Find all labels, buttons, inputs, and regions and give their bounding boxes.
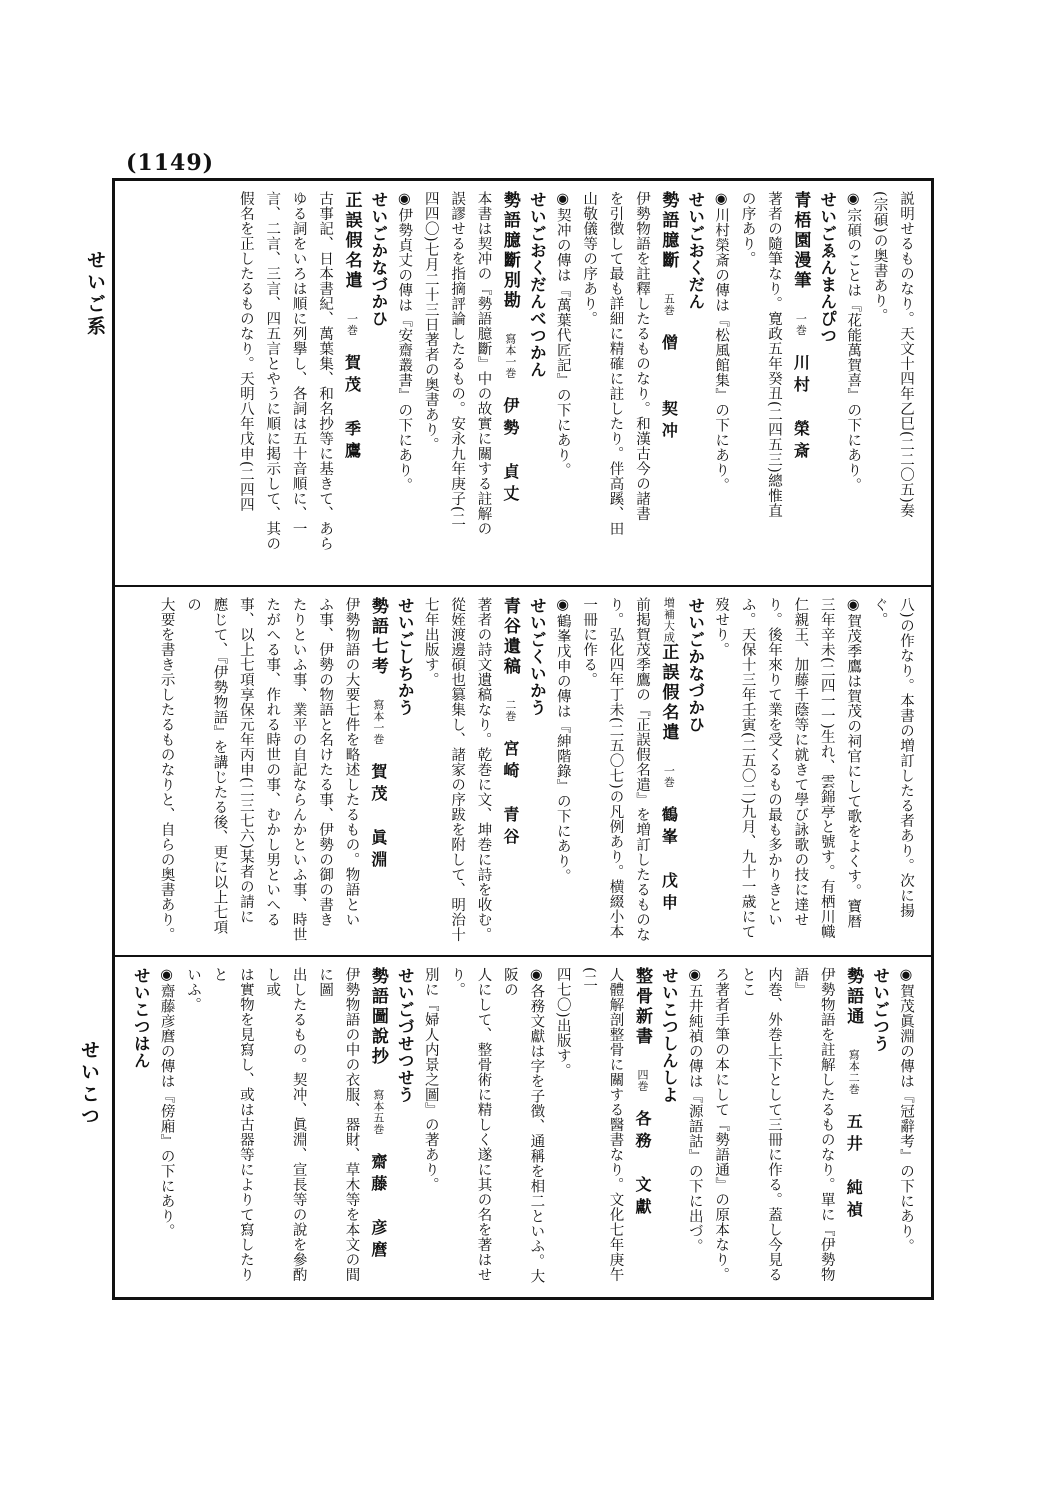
body-text-line: 言、二言、三言、四五言とやうに順に掲示して、其の: [264, 191, 281, 551]
text-band-bottom: [115, 955, 931, 1297]
body-text-line: 伊勢物語の中の衣服、器財、草木等を本文の間に圖: [317, 967, 360, 1282]
entry-title-line: [497, 191, 523, 577]
entry-title-line: [629, 967, 655, 1289]
band-columns: [125, 967, 919, 1289]
body-text-line: 人にして、整骨術に精しく遂に其の名を著はせり。: [449, 967, 492, 1282]
body-text-line: 出したるもの。契冲、眞淵、宣長等の說を參酌し或: [264, 967, 307, 1282]
work-title: 青谷遺稿: [499, 597, 520, 677]
entry-title-line: [787, 191, 813, 577]
entry-heading: せいごくいかう: [527, 597, 547, 716]
volume-count: 寫本二巻: [847, 1049, 861, 1095]
entry-heading: せいこつしんしよ: [659, 967, 679, 1103]
body-text-line: たりといふ事、業平の自記ならんかといふ事、時世: [290, 597, 307, 942]
entry-heading: せいごづせつせう: [395, 967, 415, 1103]
body-text-line: 事、以上七項享保元年丙申(二三七六)某者の請に: [237, 597, 254, 925]
body-text-line: 大要を書き示したるものなりと、自らの奥書あり。: [158, 597, 175, 942]
side-heading-bottom: せいこつ: [78, 1040, 100, 1128]
body-text-line: ◉川村榮斎の傳は『松風館集』の下にあり。: [713, 191, 730, 493]
author-name: 賀茂 眞淵: [368, 763, 388, 873]
body-text-line: 伊勢物語を註解したるものなり。單に『伊勢物語』: [792, 967, 835, 1282]
body-text-line: たがへる事、作れる時世の事、むかし男といへる: [264, 597, 281, 927]
author-name: 僧 契冲: [659, 334, 679, 444]
entry-title-line: [840, 967, 866, 1289]
page-number: (1149): [126, 150, 215, 176]
body-text-line: 伊勢物語を註釋したるものなり。和漢古今の諸書: [633, 191, 650, 521]
entry-title-line: [364, 597, 390, 947]
body-text-line: 別に『婦人内景之圖』の著あり。: [422, 967, 439, 1192]
body-text-line: 誤謬せるを指摘評論したるもの。安永九年庚子(二: [449, 191, 466, 528]
band-columns: [125, 191, 919, 577]
body-text-line: ふ事、伊勢の物語と名けたる事、伊勢の御の書き: [317, 597, 334, 927]
body-text-line: 應じて、『伊勢物語』を講じたる後、更に以上七項の: [185, 597, 228, 935]
work-title: 正誤假名遣: [658, 643, 679, 743]
body-text-line: 一冊に作る。: [581, 597, 598, 687]
text-band-top: [115, 181, 931, 585]
author-name: [125, 1090, 127, 1200]
body-text-line: 人體解剖整骨に關する醫書なり。文化七年庚午(二: [581, 967, 624, 1282]
volume-count: 寫本一巻: [503, 333, 517, 379]
volume-count: 一巻: [662, 765, 676, 788]
work-title: 勢語七考: [367, 597, 388, 677]
work-title: 勢語圖說抄: [367, 967, 388, 1067]
volume-count: 寫本一巻: [371, 699, 385, 745]
text-band-middle: [115, 585, 931, 955]
body-text-line: ろ著者手筆の本にして『勢語通』の原本なり。: [713, 967, 730, 1282]
body-text-line: ◉伊勢貞丈の傳は『安齋叢書』の下にあり。: [396, 191, 413, 493]
entry-title-line: [497, 597, 523, 947]
volume-count: 五巻: [662, 293, 676, 316]
author-name: 五井 純禎: [844, 1113, 864, 1223]
body-text-line: ◉鶴峯戊申の傳は『紳階錄』の下にあり。: [554, 597, 571, 884]
author-name: 齋藤 彦麿: [368, 1153, 388, 1263]
entry-title-line: [655, 191, 681, 577]
body-text-line: 四七〇)出版す。: [554, 967, 571, 1079]
page-frame: [112, 178, 934, 1300]
entry-title-line: [364, 967, 390, 1289]
body-text-line: ◉賀茂季鷹は賀茂の祠官にして歌をよくす。寶暦: [845, 597, 862, 929]
body-text-line: (宗碩)の奥書あり。: [871, 191, 888, 324]
work-title: 整骨新書: [631, 967, 652, 1047]
body-text-line: 山敬儀等の序あり。: [581, 191, 598, 326]
body-text-line: 從姪渡邊碩也篡集し、諸家の序跋を附して、明治十: [449, 597, 466, 942]
volume-count: [125, 1049, 127, 1072]
author-name: 鶴峯 戊申: [659, 806, 679, 916]
entry-heading: せいごおくだんべつかん: [527, 191, 547, 378]
work-title: 正誤假名遣: [341, 191, 362, 291]
entry-heading: せいごしちかう: [395, 597, 415, 716]
entry-title-line: [655, 597, 681, 947]
body-text-line: は實物を見寫し、或は古器等によりて寫したりと: [211, 967, 254, 1282]
body-text-line: 七年出版す。: [422, 597, 439, 687]
entry-heading: せいごつう: [870, 967, 890, 1052]
volume-count: 寫本五巻: [371, 1089, 385, 1135]
body-text-line: 歿せり。: [713, 597, 730, 657]
entry-heading: せいごゑんまんぴつ: [817, 191, 837, 344]
band-columns: [125, 597, 919, 947]
volume-count: 二巻: [503, 699, 517, 722]
body-text-line: り。後年來りて業を受くるもの最も多かりきとい: [765, 597, 782, 927]
author-name: 宮崎 青谷: [500, 740, 520, 850]
body-text-line: 著者の詩文遺稿なり。乾巻に文、坤巻に詩を收む。: [475, 597, 492, 942]
author-name: 賀茂 季鷹: [342, 354, 362, 464]
author-name: 伊勢 貞丈: [500, 397, 520, 507]
body-text-line: 八)の作なり。本書の増訂したる者あり。次に揚ぐ。: [871, 597, 914, 919]
body-text-line: 伊勢物語の大要七件を略述したるもの。物語とい: [343, 597, 360, 927]
body-text-line: ◉齋藤彦麿の傳は『傍廂』の下にあり。: [158, 967, 175, 1239]
entry-title-line: [125, 967, 127, 1289]
body-text-line: ◉宗碩のことは『花能萬賀喜』の下にあり。: [845, 191, 862, 493]
body-text-line: 前掲賀茂季鷹の『正誤假名遣』を増訂したるものな: [633, 597, 650, 942]
volume-count: 一巻: [794, 313, 808, 336]
body-text-line: 内巻、外巻上下として三冊に作る。蓋し今見るとこ: [739, 967, 782, 1282]
entry-heading: せいごおくだん: [685, 191, 705, 310]
entry-heading: せいこつはん: [131, 967, 151, 1069]
body-text-line: ふ。天保十三年壬寅(二五〇二)九月、九十一歳にて: [739, 597, 756, 940]
body-text-line: ゆる詞をいろは順に列擧し、各詞は五十音順に、一: [290, 191, 307, 536]
entry-heading: せいごかなづかひ: [685, 597, 705, 733]
body-text-line: ◉契冲の傳は『萬葉代匠記』の下にあり。: [554, 191, 571, 478]
body-text-line: ◉各務文獻は字を子徴、通稱を相二といふ。大阪の: [501, 967, 545, 1284]
body-text-line: り。弘化四年丁未(二五〇七)の凡例あり。横綴小本: [607, 597, 624, 940]
work-title: 勢語臆斷: [658, 191, 679, 271]
author-name: 各務 文獻: [632, 1110, 652, 1220]
body-text-line: 古事記、日本書紀、萬葉集、和名抄等に基きて、あら: [317, 191, 334, 551]
body-text-line: 説明せるものなり。天文十四年乙巳(二二〇五)奏: [898, 191, 914, 519]
author-name: 川村 榮斎: [791, 354, 811, 464]
side-heading-top: せいご系: [84, 250, 106, 338]
body-text-line: 假名を正したるものなり。天明八年戊申(二四四: [237, 191, 254, 513]
body-text-line: 著者の隨筆なり。寛政五年癸丑(二四五三)總惟直: [765, 191, 782, 519]
entry-heading: せいごかなづかひ: [368, 191, 388, 327]
body-text-line: を引徴して最も詳細に精確に註したり。伴高蹊、田: [607, 191, 624, 536]
volume-count: 四巻: [635, 1069, 649, 1092]
body-text-line: いふ。: [185, 967, 202, 1012]
entry-title-line: [338, 191, 364, 577]
body-text-line: 三年辛未(二四一一)生れ、雲錦亭と號す。有栖川幟: [818, 597, 835, 940]
body-text-line: 仁親王、加藤千蔭等に就きて學び詠歌の技に達せ: [792, 597, 809, 927]
body-text-line: ◉五井純禎の傳は『源語詁』の下に出づ。: [686, 967, 703, 1254]
volume-count: 一巻: [345, 313, 359, 336]
body-text-line: 本書は契冲の『勢語臆斷』中の故實に關する註解の: [475, 191, 492, 536]
body-text-line: ◉賀茂眞淵の傳は『冠辭考』の下にあり。: [898, 967, 914, 1254]
work-title: 青梧園漫筆: [790, 191, 811, 291]
body-text-line: の序あり。: [739, 191, 756, 266]
title-prefix: 増補大成: [662, 597, 676, 643]
body-text-line: 四四〇)七月二十三日著者の奥書あり。: [422, 191, 439, 453]
work-title: 勢語通: [843, 967, 864, 1027]
work-title: 勢語臆斷別勘: [499, 191, 520, 311]
